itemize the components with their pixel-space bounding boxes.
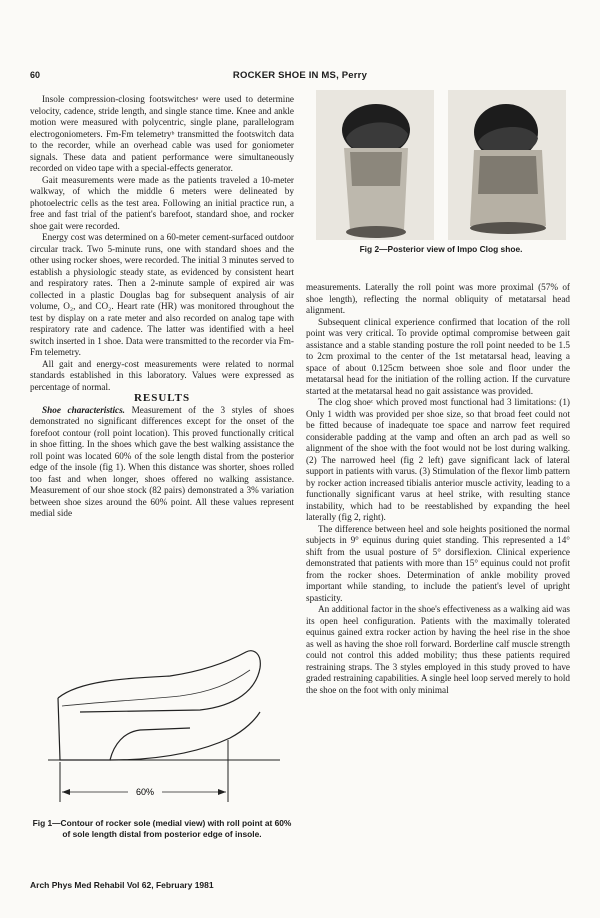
paragraph-open-heel: An additional factor in the shoe's effectiveness as a walking aid was its open heel configuration. Patients with the maximally tolerated equinus gained extra rocker action by having the heel rise in the shoe as well as having the shoe roll forward. Borderline calf muscle strength could not control this added mobility; thus these patients required restraining straps. The 3 styles employed in this study proved to have graded restraining capabilities. A single heel loop served merely to hold the shoe on the foot with only minimal [306, 604, 570, 695]
right-column [306, 282, 570, 696]
page-header [30, 70, 570, 84]
rocker-sole-diagram [40, 640, 290, 812]
arrowhead-right [218, 789, 226, 795]
shoe-characteristics-lead: Shoe characteristics. [42, 404, 125, 415]
paragraph-heel-sole-heights: The difference between heel and sole heights positioned the normal subjects in 9° equinus during quiet standing. This represented a 14° shift from the usual posture of 5° dorsiflexion. Clinical experience demonstrated that patients with more than 15° equinus could not profit from the rocker shoes. Determination of ankle mobility proved important while standing, to include the patient's level of upright spasticity. [306, 523, 570, 603]
clog-photo-right [448, 90, 566, 240]
paragraph-gait-measurements: Gait measurements were made as the patients traveled a 10-meter walkway, of which the middle 6 meters were delineated by photoelectric cells as the test area. Following an initial practice run, a free and fast trial of the patient's barefoot, standard shoe, and rocker shoe gait were recorded. [30, 174, 294, 231]
paragraph-clog-limitations: The clog shoeᶜ which proved most functional had 3 limitations: (1) Only 1 width was provided per shoe size, so that broad feet could not be fitted because of inadequate toe space and narrow feet required considerable padding at the vamp and often an arch pad as well so alignment of the shoe with the foot would not be lost during walking. (2) The narrowed heel (fig 2 left) gave significant lack of lateral support in patients with varus. (3) Stimulation of the flexor limb pattern by rocker action increased tibialis anterior muscle activity, leading to a functionally significant varus at heel strike, with resulting stance instability, which had to be reestablished by expanding the heel laterally (fig 2, right). [306, 397, 570, 522]
shoe-characteristics-text: Measurement of the 3 styles of shoes demonstrated no significant differences except for the onset of the forefoot contour (roll point location). This proved functionally critical in shoe fitting. In the shoes which gave the best walking assistance the roll point was located 60% of the sole length distal from the posterior edge of the insole (fig 1). When this distance was shorter, shoes rolled too fast and when longer, shoes offered no walking assistance. Measurement of our shoe stock (82 pairs) demonstrated a 3% variation between shoe sizes around the 60% point. All these values represent medial side [30, 404, 294, 518]
clog-inner-line [62, 670, 250, 706]
paragraph-lateral-roll-point: measurements. Laterally the roll point was more proximal (57% of shoe length), reflecting the normal obliquity of metatarsal head alignment. [306, 282, 570, 315]
paragraph-normal-standards: All gait and energy-cost measurements were related to normal standards established in this laboratory. Values were expressed as percentage of normal. [30, 358, 294, 392]
paragraph-clinical-experience: Subsequent clinical experience confirmed that location of the roll point was very critical. To provide optimal compromise between gait assistance and a stable standing posture the roll point needed to be 1.5 to 2cm proximal to the center of the 1st metatarsal head, leaving a space of about 0.125cm between shoe sole and floor under the metatarsal head for the initiation of the rolling action. If the curvature started at the metatarsal head no gait assistance was provided. [306, 316, 570, 396]
sixty-percent-label: 60% [135, 787, 155, 797]
page-number: 60 [30, 70, 41, 80]
clog-photo-left [316, 90, 434, 240]
paragraph-shoe-characteristics [30, 405, 294, 520]
footer-citation: Arch Phys Med Rehabil Vol 62, February 1981 [30, 880, 214, 890]
heel-outline [58, 698, 190, 760]
clog-upper-outline [58, 651, 260, 712]
figure-1 [30, 640, 294, 839]
arrowhead-left [62, 789, 70, 795]
paragraph-footswitches: Insole compression-closing footswitchesᵃ were used to determine velocity, cadence, stride length, and single stance time. Knee and ankle motion were measured with polycentric, single plane, parallelogram electrogoniometers. Fm-Fm telemetryᵇ transmitted the footswitch data to the recorder, while an overhead cable was used for goniometer signals. These data and patient performance were simultaneously recorded on video tape with a special-effects generator. [30, 94, 294, 173]
paragraph-energy-cost: Energy cost was determined on a 60-meter cement-surfaced outdoor circular track. Two 5-minute runs, one with standard shoes and the other using rocker shoes, were recorded. The initial 3 minutes served to establish a physiologic steady state, as evidenced by consistent heart and respiratory rates. Then a 2-minute sample of expired air was collected in a plastic Douglas bag for subsequent analysis of air volume, O₂, and CO₂. Heart rate (HR) was monitored throughout the test by display on a rate meter and also recorded on analog tape with respiratory rate and cadence. The latter was identified with a heel switch inserted in 1 shoe. Data were transmitted to the recorder via Fm-Fm telemetry. [30, 232, 294, 357]
results-heading: RESULTS [133, 392, 191, 404]
left-column [30, 94, 294, 520]
figure-2-caption: Fig 2—Posterior view of Impo Clog shoe. [359, 244, 523, 254]
figure-1-caption: Fig 1—Contour of rocker sole (medial view) with roll point at 60% of sole length distal from posterior edge of insole. [32, 818, 292, 839]
figure-2 [312, 90, 570, 260]
rocker-sole-curve [110, 712, 260, 760]
running-title: ROCKER SHOE IN MS, Perry [232, 70, 368, 81]
